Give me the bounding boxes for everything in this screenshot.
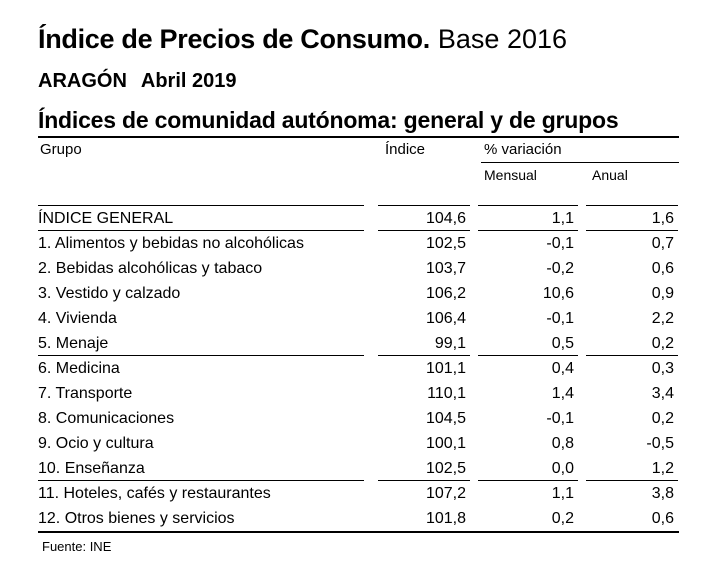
monthly-change-cell: 1,1 xyxy=(551,485,574,502)
annual-change-cell: 0,2 xyxy=(651,410,674,427)
monthly-change-cell: 1,1 xyxy=(551,210,574,227)
index-cell: 106,2 xyxy=(425,285,466,302)
group-cell: 9. Ocio y cultura xyxy=(38,435,154,452)
table-row xyxy=(0,381,720,406)
monthly-change-cell: 1,4 xyxy=(551,385,574,402)
variation-header-rule xyxy=(481,162,679,163)
group-separator xyxy=(586,355,678,356)
group-separator xyxy=(378,355,470,356)
table-row xyxy=(0,506,720,531)
column-header-index: Índice xyxy=(385,141,426,158)
index-cell: 101,1 xyxy=(425,360,466,377)
annual-change-cell: 0,3 xyxy=(651,360,674,377)
group-separator xyxy=(378,230,470,231)
table-row-general xyxy=(0,206,720,231)
group-separator xyxy=(586,480,678,481)
table-row xyxy=(0,231,720,256)
index-cell: 102,5 xyxy=(425,235,466,252)
annual-change-cell: 2,2 xyxy=(651,310,674,327)
table-row xyxy=(0,481,720,506)
region-label: ARAGÓN xyxy=(38,70,127,92)
index-cell: 99,1 xyxy=(434,335,466,352)
group-separator xyxy=(478,230,578,231)
annual-change-cell: 3,4 xyxy=(651,385,674,402)
monthly-change-cell: -0,2 xyxy=(546,260,574,277)
index-cell: 101,8 xyxy=(425,510,466,527)
annual-change-cell: 3,8 xyxy=(651,485,674,502)
monthly-change-cell: -0,1 xyxy=(546,310,574,327)
group-cell: 7. Transporte xyxy=(38,385,133,402)
monthly-change-cell: 0,2 xyxy=(551,510,574,527)
monthly-change-cell: -0,1 xyxy=(546,410,574,427)
annual-change-cell: 0,9 xyxy=(651,285,674,302)
group-cell: 10. Enseñanza xyxy=(38,460,145,477)
annual-change-cell: 1,6 xyxy=(651,210,674,227)
group-separator xyxy=(478,355,578,356)
monthly-change-cell: -0,1 xyxy=(546,235,574,252)
table-row xyxy=(0,431,720,456)
title-base: Base 2016 xyxy=(437,24,568,54)
group-cell: 12. Otros bienes y servicios xyxy=(38,510,235,527)
section-title: Índices de comunidad autónoma: general y de grupos xyxy=(38,107,619,133)
annual-change-cell: 0,7 xyxy=(651,235,674,252)
annual-change-cell: 1,2 xyxy=(651,460,674,477)
source-note: Fuente: INE xyxy=(42,539,112,554)
group-cell: 8. Comunicaciones xyxy=(38,410,175,427)
group-cell: ÍNDICE GENERAL xyxy=(38,210,174,227)
annual-change-cell: -0,5 xyxy=(646,435,674,452)
index-cell: 104,5 xyxy=(425,410,466,427)
table-row xyxy=(0,356,720,381)
subtitle xyxy=(38,70,237,93)
monthly-change-cell: 10,6 xyxy=(542,285,574,302)
group-cell: 4. Vivienda xyxy=(38,310,117,327)
index-cell: 107,2 xyxy=(425,485,466,502)
group-separator xyxy=(586,230,678,231)
monthly-change-cell: 0,4 xyxy=(551,360,574,377)
table-row xyxy=(0,306,720,331)
group-separator xyxy=(38,355,364,356)
table-row xyxy=(0,256,720,281)
table-row xyxy=(0,331,720,356)
table-row xyxy=(0,456,720,481)
column-header-group: Grupo xyxy=(40,141,82,158)
column-header-variation: % variación xyxy=(484,141,562,158)
monthly-change-cell: 0,8 xyxy=(551,435,574,452)
group-cell: 1. Alimentos y bebidas no alcohólicas xyxy=(38,235,304,252)
period-label: Abril 2019 xyxy=(140,70,237,92)
group-separator xyxy=(378,480,470,481)
index-cell: 102,5 xyxy=(425,460,466,477)
monthly-change-cell: 0,5 xyxy=(551,335,574,352)
index-cell: 104,6 xyxy=(425,210,466,227)
group-cell: 3. Vestido y calzado xyxy=(38,285,181,302)
column-header-annual: Anual xyxy=(592,167,628,183)
group-cell: 6. Medicina xyxy=(38,360,120,377)
title-main: Índice de Precios de Consumo. xyxy=(38,24,430,54)
table-top-rule xyxy=(38,136,679,138)
monthly-change-cell: 0,0 xyxy=(551,460,574,477)
column-header-monthly: Mensual xyxy=(484,167,537,183)
index-cell: 110,1 xyxy=(427,385,466,402)
index-cell: 103,7 xyxy=(425,260,466,277)
table-bottom-rule xyxy=(38,531,679,533)
group-cell: 2. Bebidas alcohólicas y tabaco xyxy=(38,260,263,277)
index-cell: 100,1 xyxy=(425,435,466,452)
group-separator xyxy=(38,480,364,481)
group-separator xyxy=(38,230,364,231)
annual-change-cell: 0,6 xyxy=(651,260,674,277)
group-separator xyxy=(478,480,578,481)
page-title xyxy=(38,24,567,55)
group-cell: 5. Menaje xyxy=(38,335,109,352)
table-row xyxy=(0,406,720,431)
index-cell: 106,4 xyxy=(425,310,466,327)
table-row xyxy=(0,281,720,306)
annual-change-cell: 0,6 xyxy=(651,510,674,527)
annual-change-cell: 0,2 xyxy=(651,335,674,352)
group-cell: 11. Hoteles, cafés y restaurantes xyxy=(38,485,271,502)
